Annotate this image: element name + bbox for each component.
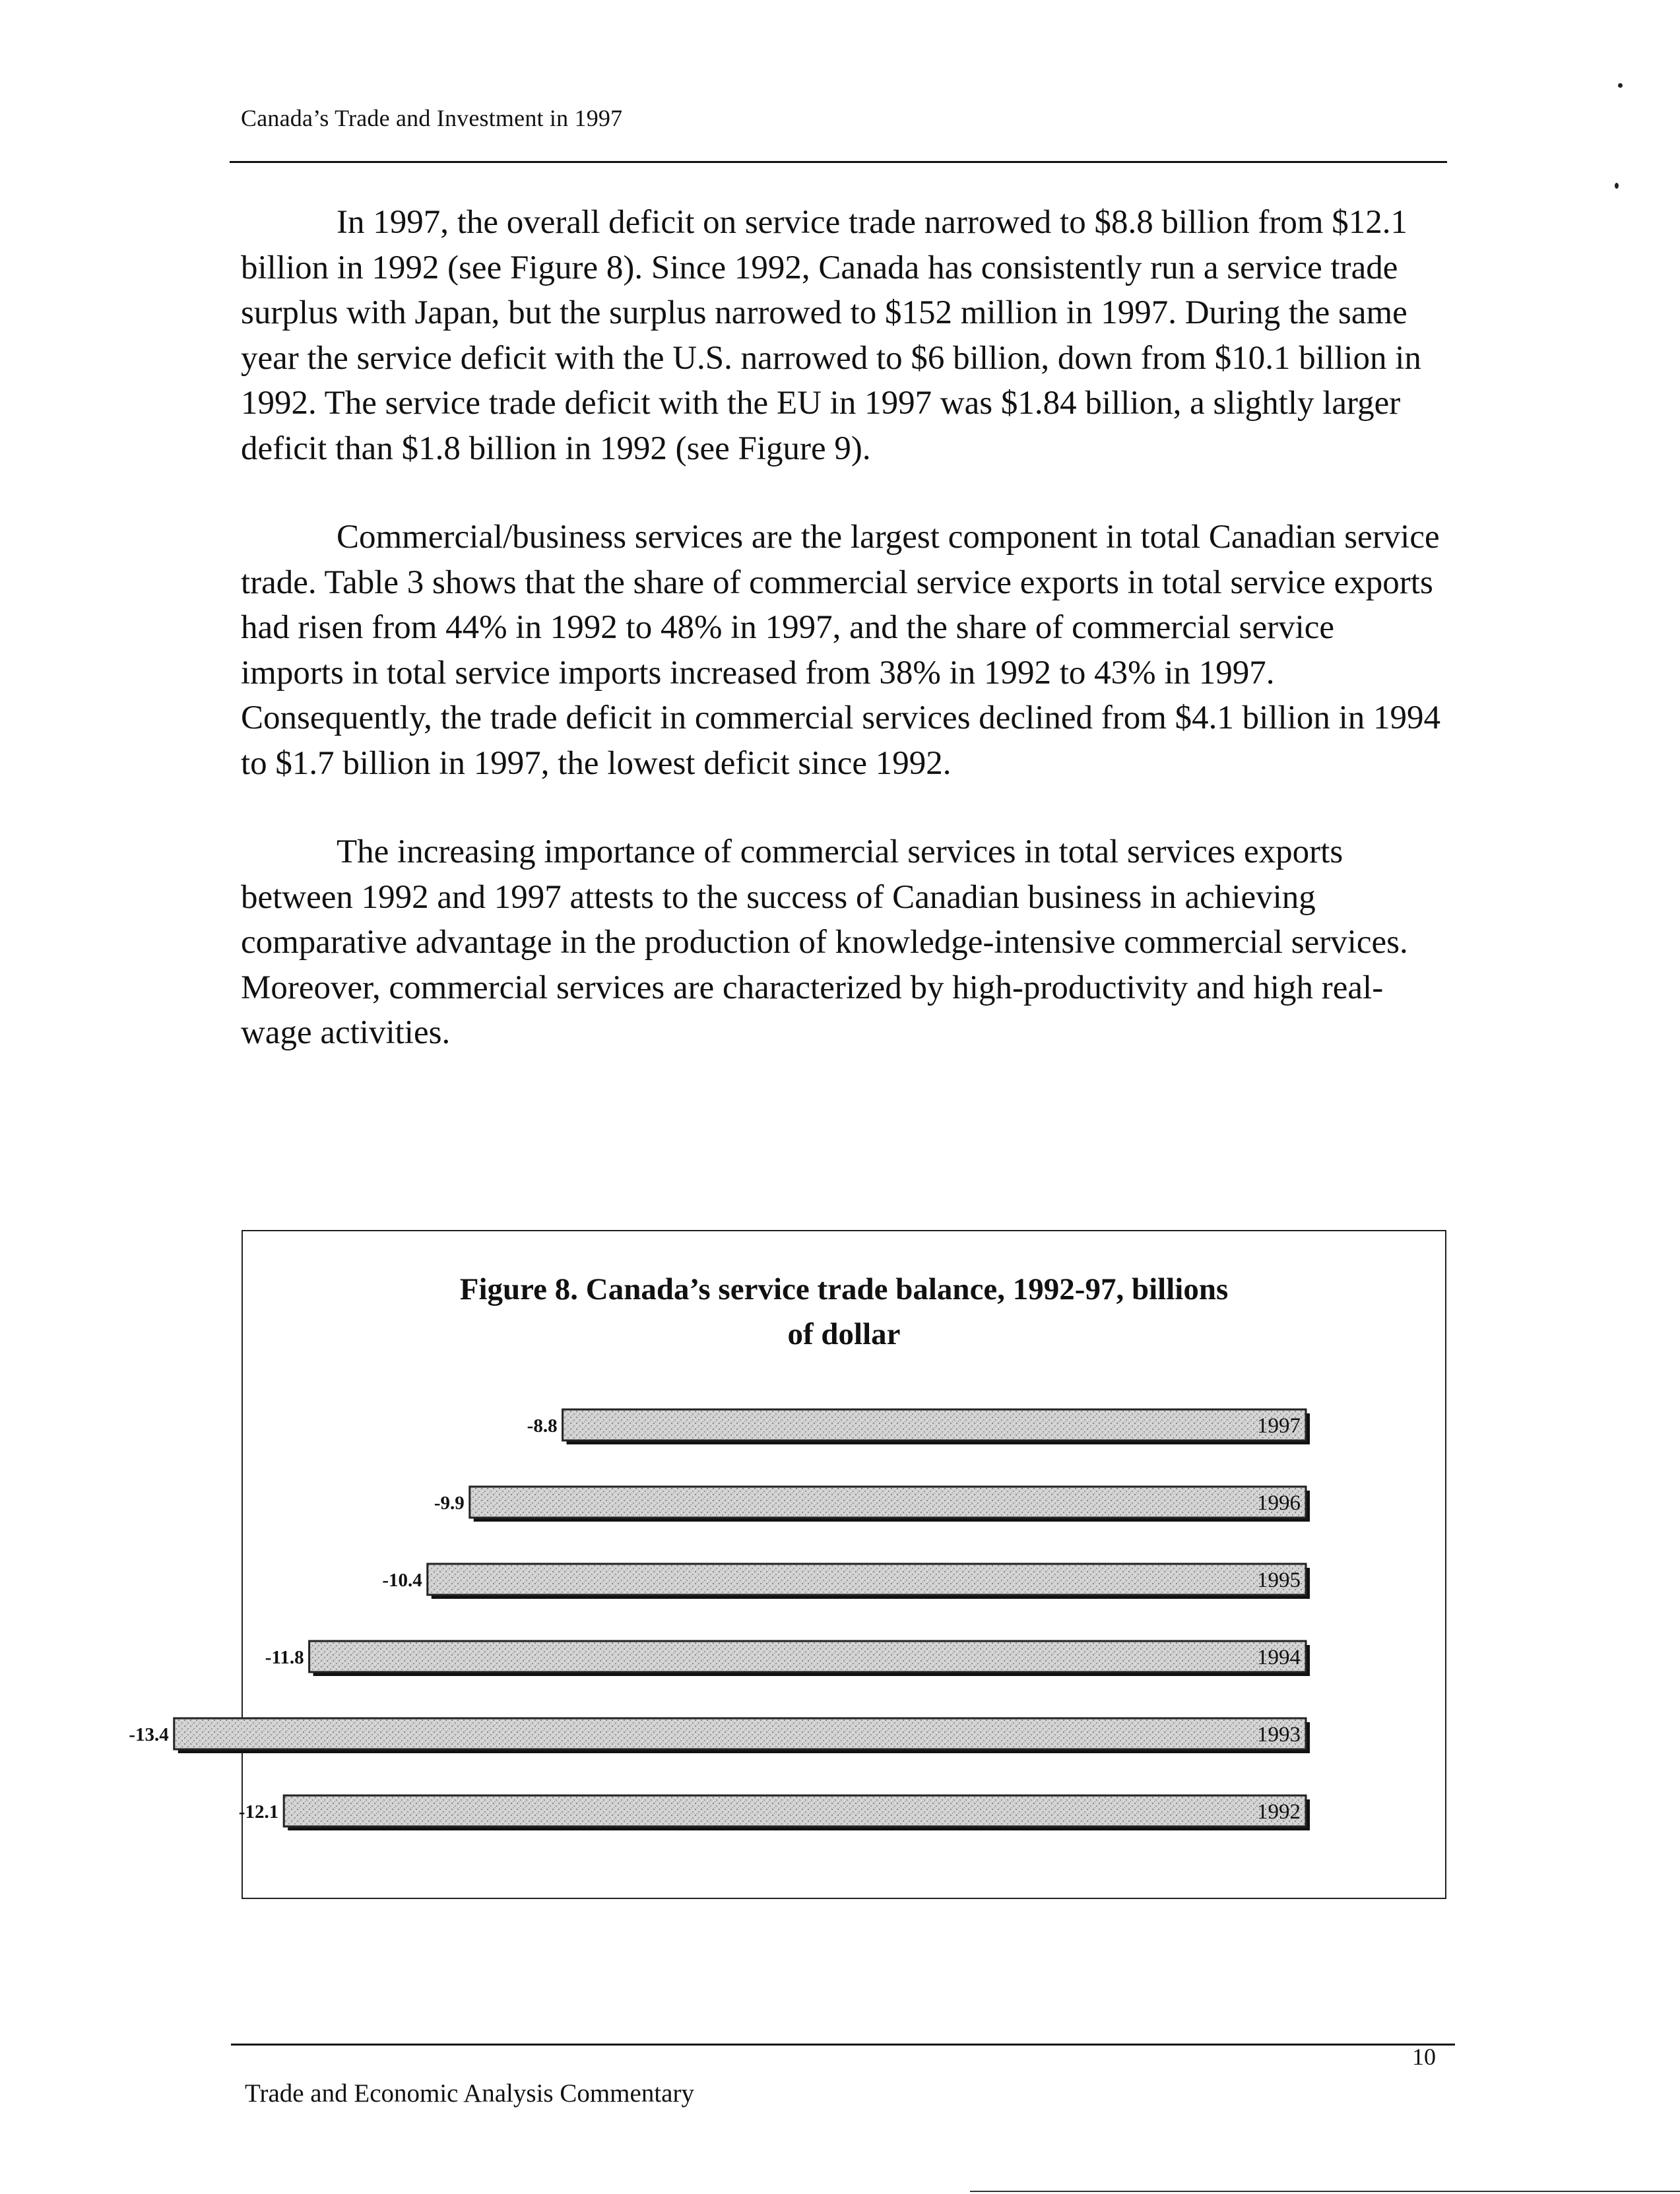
- value-label-1997: -8.8: [527, 1415, 558, 1436]
- bars-group: [129, 1409, 1310, 1830]
- category-label-1996: 1996: [1257, 1491, 1301, 1515]
- value-label-1995: -10.4: [382, 1570, 422, 1591]
- scan-edge-line: [970, 2191, 1680, 2192]
- category-label-1992: 1992: [1257, 1800, 1301, 1824]
- bar-1996: [470, 1487, 1306, 1518]
- bar-chart: [129, 1231, 1445, 1898]
- figure-title-line-2: of dollar: [787, 1317, 901, 1351]
- category-label-1994: 1994: [1257, 1646, 1301, 1669]
- paragraph-2: Commercial/business services are the largest component in total Canadian service trade. Table 3 shows that the share of commercial service exports in total service exports had risen from 44% in 1992 to 48% in 1997, and the share of commercial service imports in total service imports increased from 38% in 1992 to 43% in 1997. Consequently, the trade deficit in commercial services declined from $4.1 billion in 1994 to $1.7 billion in 1997, the lowest deficit since 1992.: [241, 519, 1441, 782]
- scan-speck: [1615, 183, 1619, 189]
- running-header: Canada’s Trade and Investment in 1997: [241, 105, 623, 131]
- category-label-1997: 1997: [1257, 1414, 1301, 1438]
- value-label-1994: -11.8: [265, 1647, 304, 1668]
- bar-1997: [563, 1409, 1306, 1440]
- category-label-1993: 1993: [1257, 1723, 1301, 1747]
- bar-1994: [309, 1641, 1306, 1672]
- page-number: 10: [1412, 2044, 1436, 2070]
- paragraph-1: In 1997, the overall deficit on service trade narrowed to $8.8 billion from $12.1 billion in 1992 (see Figure 8). Since 1992, Canada has consistently run a service trade surplus with Japan, but the surplus narrowed to $152 million in 1997. During the same year the service deficit with the U.S. narrowed to $6 billion, down from $10.1 billion in 1992. The service trade deficit with the EU in 1997 was $1.84 billion, a slightly larger deficit than $1.8 billion in 1992 (see Figure 9).: [241, 204, 1421, 467]
- figure-title-line-1: Figure 8. Canada’s service trade balance, 1992-97, billions: [459, 1272, 1229, 1307]
- footer-rule: [231, 2044, 1455, 2046]
- bar-1995: [428, 1564, 1306, 1595]
- header-rule: [230, 161, 1447, 163]
- bar-1993: [174, 1718, 1306, 1749]
- scan-speck: [1618, 83, 1623, 88]
- category-label-1995: 1995: [1257, 1568, 1301, 1592]
- body-text: [241, 200, 1442, 1099]
- paragraph-3: The increasing importance of commercial services in total services exports between 1992 and 1997 attests to the success of Canadian business in achieving comparative advantage in the production of knowledge-intensive commercial services. Moreover, commercial services are characterized by high-productivity and high real-wage activities.: [241, 833, 1408, 1051]
- value-label-1992: -12.1: [238, 1801, 279, 1823]
- figure-8-box: [129, 1230, 1446, 1899]
- bar-1992: [284, 1795, 1306, 1826]
- footer-publication: Trade and Economic Analysis Commentary: [245, 2079, 694, 2108]
- value-label-1996: -9.9: [434, 1493, 465, 1514]
- value-label-1993: -13.4: [129, 1724, 169, 1745]
